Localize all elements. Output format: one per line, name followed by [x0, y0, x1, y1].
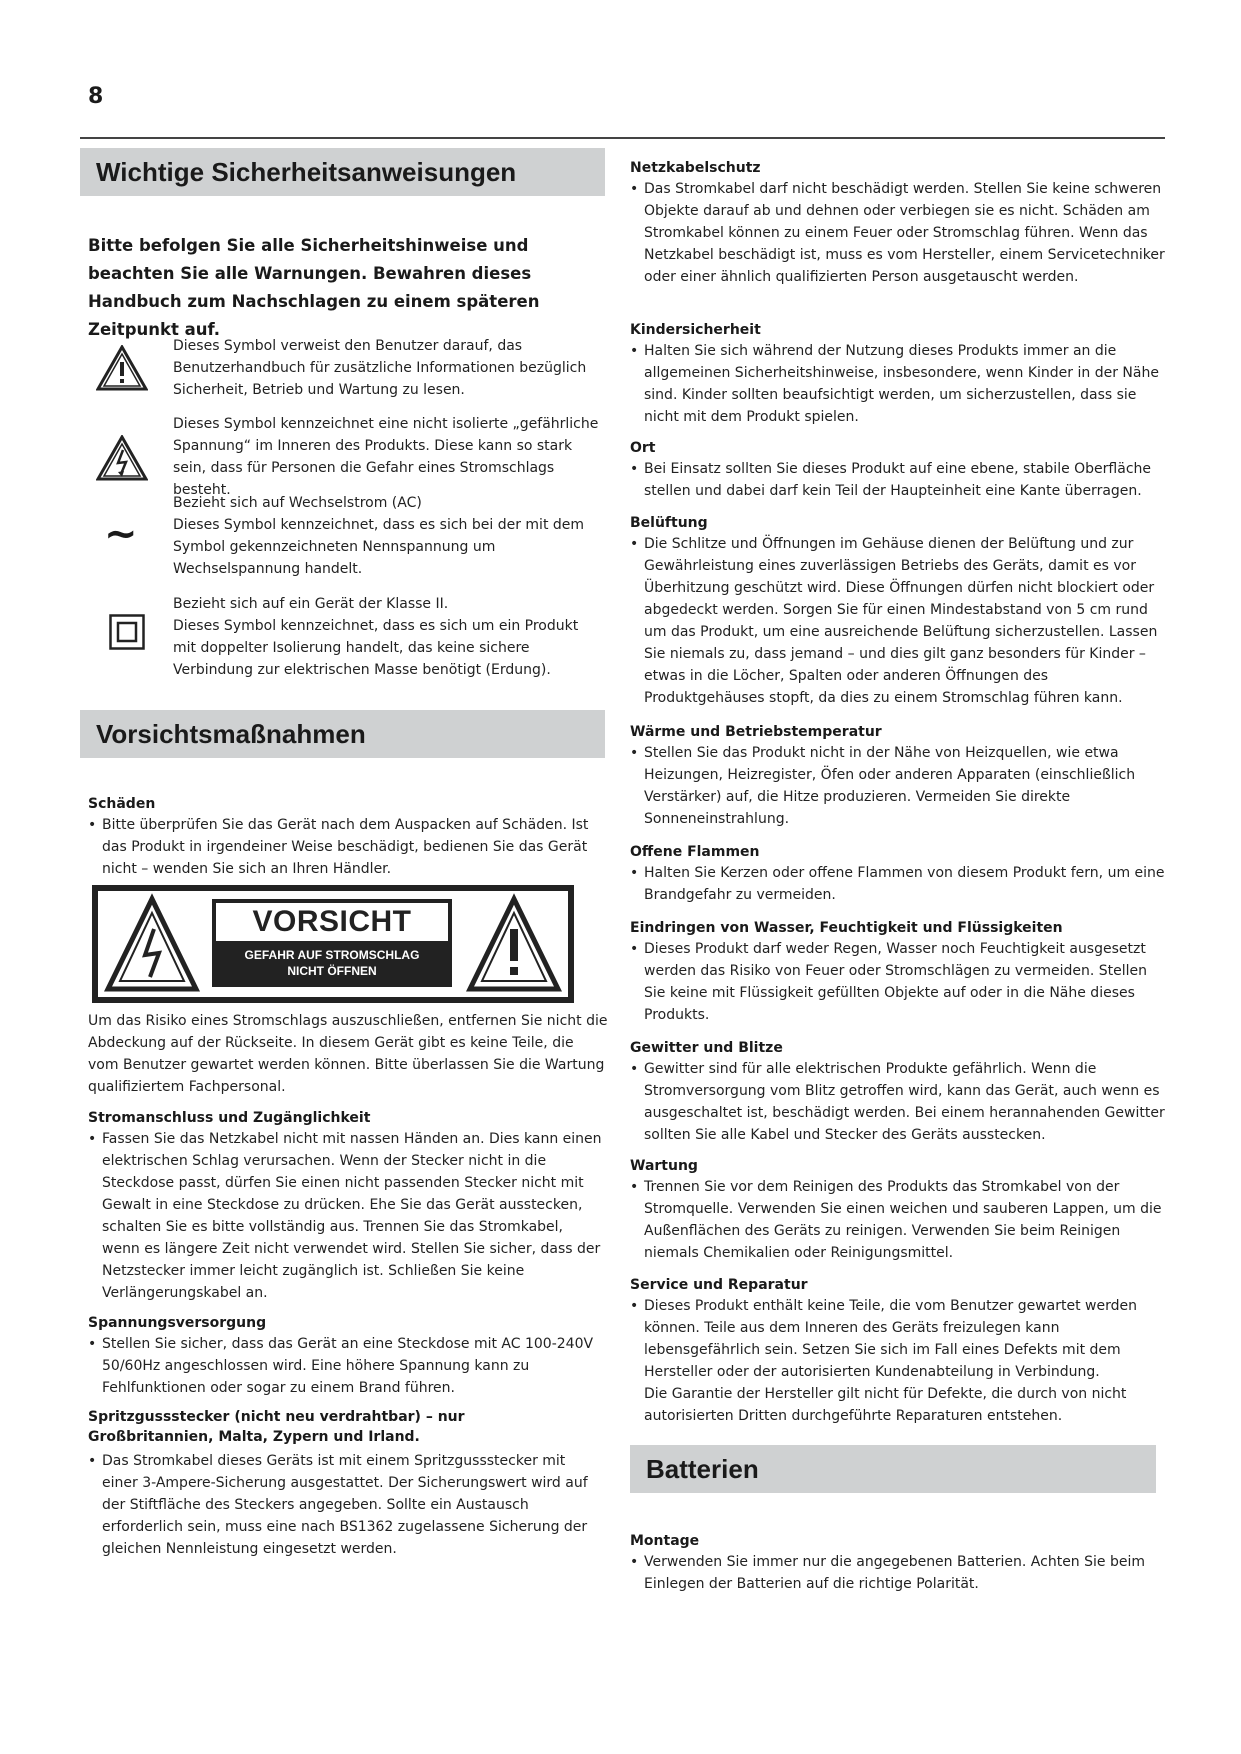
page-number: 8: [88, 84, 104, 109]
vorsicht-box: [212, 899, 452, 987]
symbol-text-ac: [173, 492, 603, 580]
bullet-ventilation: • Die Schlitze und Öffnungen im Gehäuse dienen der Belüftung und zur Gewährleistung eines zuverlässigen Betriebs des Geräts, damit es vor Überhitzung geschützt wird. Diese Öffnungen dürfen nicht blockiert oder abgedeckt werden. Sorgen Sie für einen Mindestabstand von 5 cm rund um das Produkt, um eine ausreichende Belüftung sicherzustellen. Lassen Sie niemals zu, dass jemand – und dies gilt ganz besonders für Kinder – etwas in die Löcher, Spalten oder anderen Öffnungen des Produktgehäuses stopft, da dies zu einem Stromschlag führen kann.: [630, 533, 1165, 709]
heading-battery-installation: Montage: [630, 1533, 700, 1549]
bullet-thunderstorm: • Gewitter sind für alle elektrischen Produkte gefährlich. Wenn die Stromversorgung vom Blitz getroffen wird, kann das Gerät, auch wenn es ausgeschaltet ist, beschädigt werden. Bei einem herannahenden Gewitter sollten Sie alle Kabel und Stecker des Geräts ausstecken.: [630, 1058, 1165, 1146]
bullet-power-access: • Fassen Sie das Netzkabel nicht mit nassen Händen an. Dies kann einen elektrischen Schlag verursachen. Wenn der Stecker nicht in die Steckdose passt, dürfen Sie einen nicht passenden Stecker nicht mit Gewalt in eine Steckdose zu drücken. Ehe Sie das Gerät ausstecken, schalten Sie es bitte vollständig aus. Trennen Sie das Stromkabel, wenn es längere Zeit nicht verwendet wird. Stellen Sie sicher, dass der Netzstecker immer leicht zugänglich ist. Schließen Sie keine Verlängerungskabel an.: [88, 1128, 603, 1304]
bullet-heat: • Stellen Sie das Produkt nicht in der Nähe von Heizquellen, wie etwa Heizungen, Heizregister, Öfen oder anderen Apparaten (einschließlich Verstärker) auf, die Hitze produzieren. Vermeiden Sie direkte Sonneneinstrahlung.: [630, 742, 1165, 830]
alternating-current-icon: ~: [104, 511, 138, 557]
symbol-line: Dieses Symbol kennzeichnet eine nicht isolierte „gefährliche Spannung“ im Inneren des Produkts. Diese kann so stark sein, dass für Personen die Gefahr eines Stromschlags besteht.: [173, 416, 599, 498]
heading-power-supply: Spannungsversorgung: [88, 1315, 267, 1331]
bullet-power-supply: • Stellen Sie sicher, dass das Gerät an eine Steckdose mit AC 100-240V 50/60Hz angeschlossen wird. Eine höhere Spannung kann zu Fehlfunktionen oder sogar zu einem Brand führen.: [88, 1333, 603, 1399]
warning-triangle-icon: [96, 345, 148, 391]
heading-cord-protection: Netzkabelschutz: [630, 160, 761, 176]
bullet-damage: • Bitte überprüfen Sie das Gerät nach dem Auspacken auf Schäden. Ist das Produkt in irgendeiner Weise beschädigt, bedienen Sie das Gerät nicht – wenden Sie sich an Ihren Händler.: [88, 814, 610, 880]
heading-power-access: Stromanschluss und Zugänglichkeit: [88, 1110, 371, 1126]
symbol-row-manual: [88, 335, 608, 410]
vorsicht-line-1: GEFAHR AUF STROMSCHLAG: [244, 948, 420, 962]
bullet-cord-protection: • Das Stromkabel darf nicht beschädigt werden. Stellen Sie keine schweren Objekte darauf ab und dehnen oder verbiegen sie es nicht. Schäden am Stromkabel können zu einem Feuer oder Stromschlag führen. Wenn das Netzkabel beschädigt ist, muss es vom Hersteller, einem Servicetechniker oder einer ähnlich qualifizierten Person ausgetauscht werden.: [630, 178, 1165, 288]
bullet-moulded-plug: • Das Stromkabel dieses Geräts ist mit einem Spritzgussstecker mit einer 3-Ampere-Sicherung ausgestattet. Der Sicherungswert wird auf der Stiftfläche des Steckers angegeben. Sollte ein Austausch erforderlich sein, muss eine nach BS1362 zugelassene Sicherung der gleichen Nennleistung eingesetzt werden.: [88, 1450, 603, 1560]
symbol-row-voltage: [88, 413, 608, 498]
bullet-battery-installation: • Verwenden Sie immer nur die angegebenen Batterien. Achten Sie beim Einlegen der Batterien auf die richtige Polarität.: [630, 1551, 1165, 1595]
heading-child-safety: Kindersicherheit: [630, 322, 761, 338]
caution-label: [92, 885, 574, 1003]
section-title-batteries: Batterien: [630, 1445, 1156, 1493]
symbol-row-class-ii: [88, 593, 608, 685]
bullet-maintenance: • Trennen Sie vor dem Reinigen des Produkts das Stromkabel von der Stromquelle. Verwenden Sie einen weichen und sauberen Lappen, um die Außenflächen des Geräts zu reinigen. Verwenden Sie beim Reinigen niemals Chemikalien oder Reinigungsmittel.: [630, 1176, 1165, 1264]
bullet-water: • Dieses Produkt darf weder Regen, Wasser noch Feuchtigkeit ausgesetzt werden das Risiko von Feuer oder Stromschlägen zu vermeiden. Stellen Sie keine mit Flüssigkeit gefüllten Objekte auf oder in die Nähe dieses Produkts.: [630, 938, 1165, 1026]
symbol-text-class-ii: [173, 593, 603, 681]
vorsicht-line-2: NICHT ÖFFNEN: [287, 964, 377, 978]
symbol-line: Dieses Symbol kennzeichnet, dass es sich um ein Produkt mit doppelter Isolierung handelt, das keine sichere Verbindung zur elektrischen Masse benötigt (Erdung).: [173, 618, 579, 678]
intro-text: Bitte befolgen Sie alle Sicherheitshinweise und beachten Sie alle Warnungen. Bewahren dieses Handbuch zum Nachschlagen zu einem späteren Zeitpunkt auf.: [88, 236, 540, 339]
bullet-child-safety: • Halten Sie sich während der Nutzung dieses Produkts immer an die allgemeinen Sicherheitshinweise, insbesondere, wenn Kinder in der Nähe sind. Kinder sollten beaufsichtigt werden, um sicherzustellen, dass sie nicht mit dem Produkt spielen.: [630, 340, 1165, 428]
service-warranty-note: Die Garantie der Hersteller gilt nicht für Defekte, die durch von nicht autorisierten Dritten durchgeführte Reparaturen entstehen.: [644, 1386, 1127, 1424]
symbol-line: Dieses Symbol kennzeichnet, dass es sich bei der mit dem Symbol gekennzeichneten Nennspannung um Wechselspannung handelt.: [173, 517, 585, 577]
shock-warning-text: Um das Risiko eines Stromschlags auszuschließen, entfernen Sie nicht die Abdeckung auf der Rückseite. In diesem Gerät gibt es keine Teile, die vom Benutzer gewartet werden können. Bitte überlassen Sie die Wartung qualifiziertem Fachpersonal.: [88, 1013, 608, 1095]
class-ii-icon: [109, 614, 145, 650]
symbol-line: Bezieht sich auf ein Gerät der Klasse II.: [173, 596, 449, 612]
vorsicht-title: VORSICHT: [216, 903, 448, 941]
heading-damage: Schäden: [88, 796, 156, 812]
symbol-text-manual: [173, 335, 603, 401]
section-title-safety: Wichtige Sicherheitsanweisungen: [80, 148, 605, 196]
bullet-service: • Dieses Produkt enthält keine Teile, die vom Benutzer gewartet werden können. Teile aus dem Inneren des Geräts freizulegen kann lebensgefährlich sein. Setzen Sie sich im Fall eines Defekts mit dem Hersteller oder der autorisierten Kundenabteilung in Verbindung.: [630, 1295, 1165, 1383]
symbol-text-voltage: [173, 413, 603, 501]
bullet-location: • Bei Einsatz sollten Sie dieses Produkt auf eine ebene, stabile Oberfläche stellen und dabei darf kein Teil der Haupteinheit eine Kante überragen.: [630, 458, 1165, 502]
header-rule: [80, 137, 1165, 139]
bullet-open-flames: • Halten Sie Kerzen oder offene Flammen von diesem Produkt fern, um eine Brandgefahr zu vermeiden.: [630, 862, 1165, 906]
heading-service: Service und Reparatur: [630, 1277, 808, 1293]
symbol-row-ac: [88, 492, 608, 584]
high-voltage-icon: [96, 435, 148, 481]
heading-maintenance: Wartung: [630, 1158, 698, 1174]
heading-water: Eindringen von Wasser, Feuchtigkeit und Flüssigkeiten: [630, 920, 1063, 936]
vorsicht-subtitle: [212, 947, 452, 979]
heading-moulded-plug: Spritzgussstecker (nicht neu verdrahtbar) – nur Großbritannien, Malta, Zypern und Irland.: [88, 1409, 465, 1445]
heading-heat: Wärme und Betriebstemperatur: [630, 724, 882, 740]
heading-ventilation: Belüftung: [630, 515, 708, 531]
heading-open-flames: Offene Flammen: [630, 844, 760, 860]
symbol-line: Bezieht sich auf Wechselstrom (AC): [173, 495, 422, 511]
heading-thunderstorm: Gewitter und Blitze: [630, 1040, 783, 1056]
section-title-precautions: Vorsichtsmaßnahmen: [80, 710, 605, 758]
heading-location: Ort: [630, 440, 656, 456]
symbol-line: Dieses Symbol verweist den Benutzer darauf, das Benutzerhandbuch für zusätzliche Informationen bezüglich Sicherheit, Betrieb und Wartung zu lesen.: [173, 338, 587, 398]
